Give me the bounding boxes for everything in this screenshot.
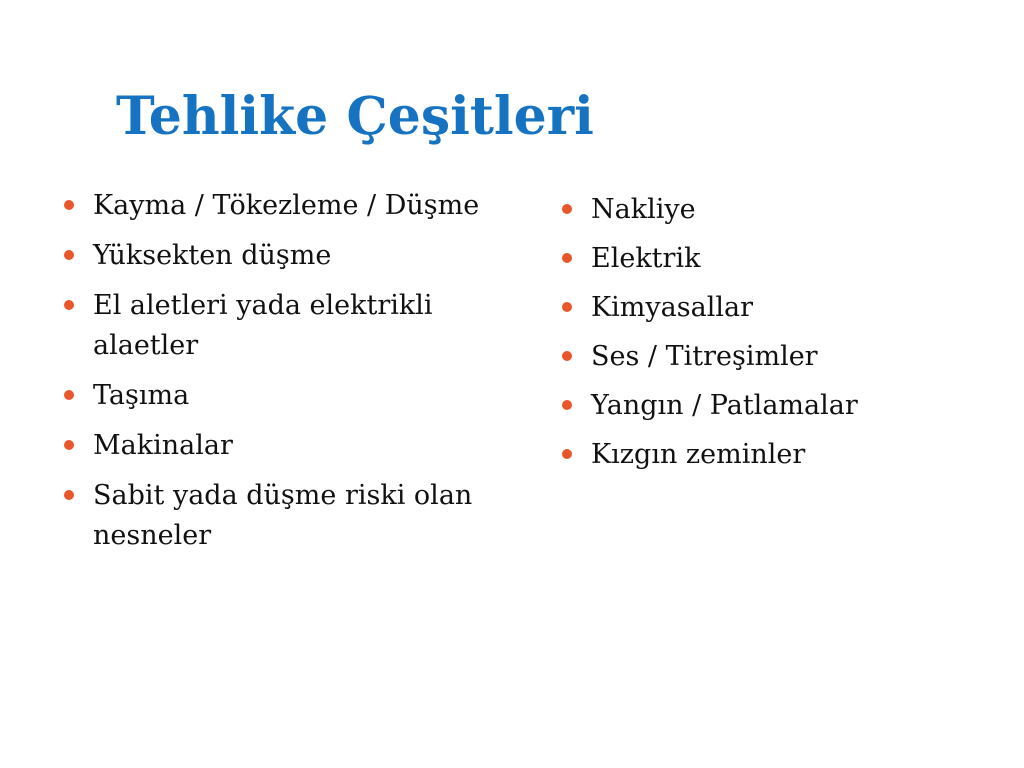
- bullet-icon: [64, 390, 74, 400]
- bullet-icon: [562, 351, 572, 361]
- slide-title: Tehlike Çeşitleri: [116, 86, 594, 147]
- list-item: [562, 190, 1012, 230]
- list-item-text: El aletleri yada elektrikli alaetler: [93, 290, 433, 361]
- bullet-icon: [562, 449, 572, 459]
- list-item: [562, 435, 1012, 475]
- list-item: [64, 376, 514, 416]
- list-item: [64, 236, 514, 276]
- bullet-icon: [64, 200, 74, 210]
- list-item-text: Kimyasallar: [591, 292, 753, 323]
- bullet-icon: [562, 204, 572, 214]
- list-item-text: Makinalar: [93, 430, 233, 461]
- list-item: [64, 476, 514, 556]
- list-item: [562, 386, 1012, 426]
- hazard-list-right: [562, 190, 1012, 484]
- bullet-icon: [64, 300, 74, 310]
- bullet-icon: [64, 490, 74, 500]
- list-item: [562, 337, 1012, 377]
- list-item: [562, 288, 1012, 328]
- bullet-icon: [562, 400, 572, 410]
- list-item-text: Yangın / Patlamalar: [591, 390, 858, 421]
- bullet-icon: [562, 302, 572, 312]
- list-item-text: Kızgın zeminler: [591, 439, 806, 470]
- list-item: [64, 426, 514, 466]
- list-item: [64, 186, 514, 226]
- list-item-text: Taşıma: [93, 380, 190, 411]
- hazard-list-left: [64, 186, 514, 566]
- list-item-text: Kayma / Tökezleme / Düşme: [93, 190, 480, 221]
- list-item-text: Sabit yada düşme riski olan nesneler: [93, 480, 473, 551]
- list-item-text: Elektrik: [591, 243, 701, 274]
- bullet-icon: [562, 253, 572, 263]
- list-item-text: Nakliye: [591, 194, 696, 225]
- list-item: [64, 286, 514, 366]
- bullet-icon: [64, 440, 74, 450]
- bullet-icon: [64, 250, 74, 260]
- list-item: [562, 239, 1012, 279]
- list-item-text: Ses / Titreşimler: [591, 341, 818, 372]
- list-item-text: Yüksekten düşme: [93, 240, 332, 271]
